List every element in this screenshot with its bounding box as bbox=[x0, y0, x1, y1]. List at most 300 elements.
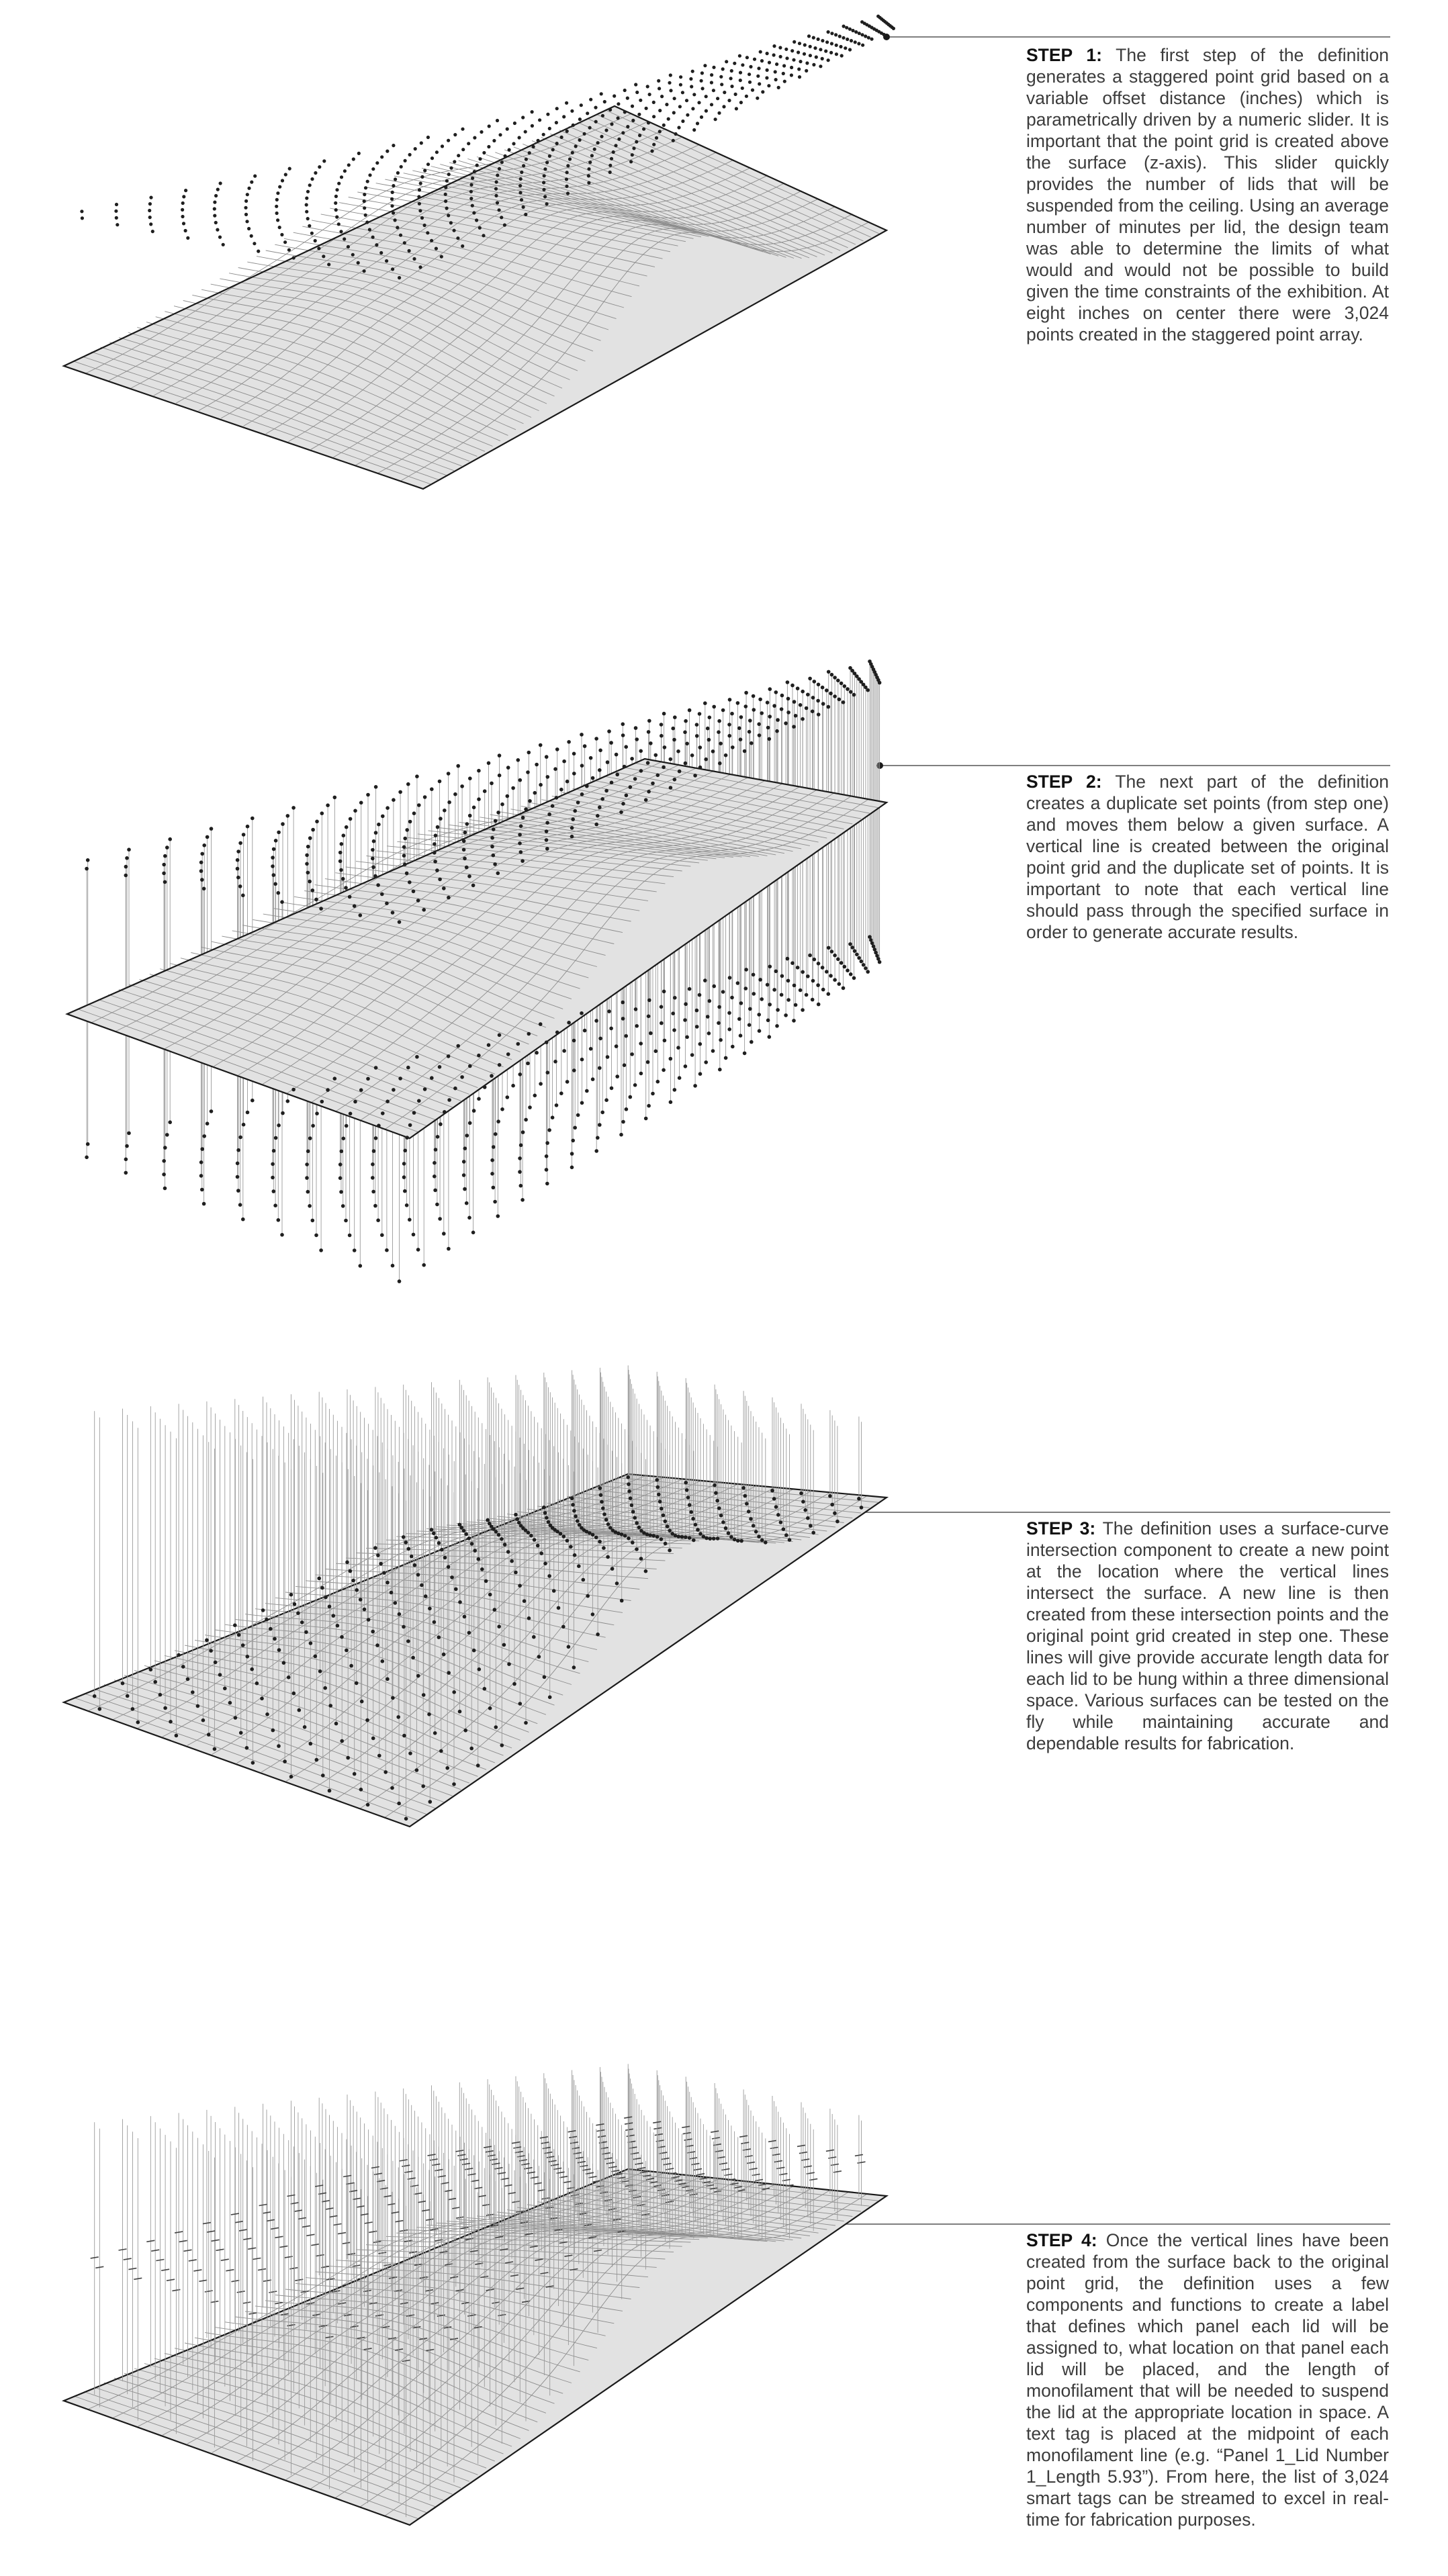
grid-point bbox=[271, 1162, 275, 1166]
grid-point bbox=[280, 1233, 284, 1237]
grid-point bbox=[772, 1497, 776, 1501]
grid-point bbox=[587, 181, 590, 185]
smart-tag bbox=[242, 2302, 251, 2303]
grid-point bbox=[271, 864, 275, 868]
grid-point bbox=[478, 226, 482, 230]
grid-point bbox=[658, 130, 662, 133]
grid-point bbox=[275, 198, 279, 201]
grid-point bbox=[272, 873, 276, 877]
grid-point bbox=[480, 1567, 484, 1571]
grid-point bbox=[322, 255, 325, 258]
grid-point bbox=[213, 214, 216, 218]
grid-point bbox=[780, 993, 784, 997]
grid-point bbox=[741, 87, 744, 90]
grid-point bbox=[420, 175, 424, 179]
grid-point bbox=[408, 1218, 412, 1222]
grid-point bbox=[439, 1749, 443, 1753]
grid-point bbox=[543, 195, 547, 198]
grid-point bbox=[391, 911, 395, 915]
grid-point bbox=[766, 983, 770, 987]
smart-tag bbox=[602, 2153, 610, 2154]
grid-point bbox=[633, 777, 637, 781]
grid-point bbox=[440, 255, 443, 259]
grid-point bbox=[371, 1630, 375, 1634]
grid-point bbox=[456, 1044, 460, 1048]
grid-point bbox=[430, 239, 433, 242]
grid-point bbox=[332, 1614, 336, 1618]
grid-point bbox=[323, 1686, 327, 1690]
grid-point bbox=[371, 1737, 375, 1741]
grid-point bbox=[438, 780, 442, 784]
grid-point bbox=[717, 1021, 721, 1025]
grid-point bbox=[218, 1673, 222, 1677]
grid-point bbox=[470, 1542, 474, 1546]
grid-point bbox=[705, 95, 708, 98]
grid-point bbox=[840, 54, 844, 57]
grid-point bbox=[245, 1746, 249, 1750]
smart-tag bbox=[559, 2176, 568, 2178]
grid-point bbox=[580, 792, 584, 796]
grid-point bbox=[518, 184, 522, 187]
grid-point bbox=[245, 220, 248, 223]
grid-point bbox=[783, 80, 786, 83]
grid-point bbox=[744, 968, 748, 972]
grid-point bbox=[412, 811, 416, 815]
smart-tag bbox=[661, 2158, 669, 2160]
grid-point bbox=[277, 1648, 281, 1652]
grid-point bbox=[842, 25, 846, 28]
grid-point bbox=[298, 1708, 302, 1712]
grid-point bbox=[461, 244, 464, 248]
smart-tag bbox=[858, 2162, 866, 2163]
smart-tag bbox=[461, 2227, 469, 2229]
grid-point bbox=[484, 1579, 488, 1583]
grid-point bbox=[634, 1007, 638, 1011]
grid-point bbox=[273, 1203, 277, 1207]
grid-point bbox=[712, 1536, 716, 1540]
grid-point bbox=[546, 1070, 550, 1074]
grid-point bbox=[115, 216, 118, 220]
grid-point bbox=[251, 1099, 255, 1103]
grid-point bbox=[498, 774, 502, 778]
grid-point bbox=[334, 208, 338, 212]
grid-point bbox=[159, 1693, 163, 1697]
grid-point bbox=[585, 1089, 589, 1093]
grid-point bbox=[392, 798, 396, 802]
grid-point bbox=[498, 753, 502, 757]
smart-tag bbox=[541, 2142, 549, 2144]
smart-tag bbox=[91, 2257, 99, 2258]
grid-point bbox=[572, 124, 575, 127]
grid-point bbox=[319, 907, 323, 911]
grid-point bbox=[794, 714, 798, 718]
grid-point bbox=[830, 673, 834, 677]
grid-point bbox=[202, 1134, 206, 1138]
smart-tag bbox=[263, 2212, 271, 2213]
grid-point bbox=[244, 206, 247, 210]
grid-point bbox=[433, 851, 437, 855]
grid-point bbox=[404, 1540, 408, 1545]
grid-point bbox=[647, 719, 651, 723]
grid-point bbox=[576, 1519, 580, 1523]
grid-point bbox=[219, 181, 222, 185]
grid-point bbox=[588, 160, 592, 164]
smart-tag bbox=[682, 2126, 690, 2127]
grid-point bbox=[324, 1596, 328, 1600]
grid-point bbox=[799, 703, 803, 707]
grid-point bbox=[752, 992, 756, 996]
grid-point bbox=[498, 133, 502, 136]
grid-point bbox=[433, 1161, 437, 1165]
grid-point bbox=[463, 857, 467, 861]
grid-point bbox=[811, 998, 815, 1002]
grid-point bbox=[200, 1188, 204, 1192]
grid-point bbox=[596, 1632, 600, 1637]
smart-tag bbox=[418, 2201, 426, 2203]
grid-point bbox=[462, 839, 466, 843]
grid-point bbox=[524, 1721, 528, 1725]
grid-point bbox=[644, 1569, 648, 1573]
grid-point bbox=[418, 265, 422, 269]
grid-point bbox=[572, 1068, 576, 1072]
grid-point bbox=[199, 1174, 203, 1178]
grid-point bbox=[545, 755, 549, 759]
grid-point bbox=[116, 223, 119, 226]
grid-point bbox=[206, 835, 210, 839]
grid-point bbox=[465, 822, 469, 826]
grid-point bbox=[392, 144, 395, 147]
grid-point bbox=[400, 165, 403, 169]
grid-point bbox=[315, 1758, 319, 1762]
grid-point bbox=[417, 803, 421, 807]
grid-point bbox=[308, 183, 312, 187]
smart-tag bbox=[380, 2188, 388, 2189]
grid-point bbox=[371, 236, 375, 239]
grid-point bbox=[578, 138, 582, 142]
grid-point bbox=[786, 680, 790, 684]
grid-point bbox=[835, 1520, 840, 1524]
grid-point bbox=[835, 52, 838, 56]
grid-point bbox=[743, 1494, 748, 1498]
grid-point bbox=[452, 1690, 456, 1694]
grid-point bbox=[371, 857, 375, 861]
grid-point bbox=[492, 1145, 496, 1149]
grid-point bbox=[390, 1786, 394, 1790]
grid-point bbox=[660, 1507, 664, 1511]
grid-point bbox=[433, 860, 437, 864]
grid-point bbox=[403, 1189, 407, 1193]
smart-tag bbox=[715, 2150, 723, 2152]
grid-point bbox=[306, 845, 310, 849]
grid-point bbox=[522, 164, 525, 167]
grid-point bbox=[349, 1664, 353, 1668]
grid-point bbox=[559, 788, 563, 792]
grid-point bbox=[573, 1553, 577, 1557]
grid-point bbox=[610, 122, 613, 126]
smart-tag bbox=[167, 2279, 175, 2281]
grid-point bbox=[471, 204, 474, 208]
grid-point bbox=[752, 694, 756, 698]
grid-point bbox=[660, 95, 664, 98]
grid-point bbox=[460, 1075, 464, 1079]
grid-point bbox=[124, 1158, 128, 1162]
grid-point bbox=[593, 148, 596, 151]
grid-point bbox=[679, 75, 682, 79]
grid-point bbox=[630, 757, 634, 761]
grid-point bbox=[627, 1482, 631, 1486]
grid-point bbox=[280, 233, 283, 236]
grid-point bbox=[468, 814, 472, 818]
grid-point bbox=[115, 203, 118, 206]
grid-point bbox=[813, 680, 817, 684]
grid-point bbox=[85, 1156, 89, 1160]
grid-point bbox=[366, 1803, 370, 1807]
grid-point bbox=[93, 1694, 97, 1698]
grid-point bbox=[344, 886, 348, 890]
grid-point bbox=[608, 1526, 613, 1530]
grid-point bbox=[519, 1144, 523, 1148]
grid-point bbox=[673, 715, 677, 719]
grid-point bbox=[543, 1675, 547, 1680]
grid-point bbox=[311, 828, 315, 832]
grid-point bbox=[304, 1630, 308, 1635]
grid-point bbox=[475, 218, 478, 222]
grid-point bbox=[573, 1126, 577, 1130]
grid-point bbox=[300, 1620, 304, 1624]
grid-point bbox=[664, 1520, 668, 1524]
grid-point bbox=[633, 1083, 637, 1087]
grid-point bbox=[127, 847, 131, 852]
grid-point bbox=[420, 141, 423, 144]
grid-point bbox=[798, 75, 801, 79]
grid-point bbox=[621, 1001, 625, 1005]
grid-point bbox=[711, 1049, 715, 1053]
grid-point bbox=[539, 1551, 543, 1555]
grid-point bbox=[739, 71, 742, 75]
grid-point bbox=[372, 1149, 376, 1153]
grid-point bbox=[390, 1591, 394, 1595]
grid-point bbox=[833, 978, 837, 982]
grid-point bbox=[210, 827, 214, 831]
surface bbox=[67, 759, 887, 1138]
grid-point bbox=[620, 1599, 624, 1603]
grid-point bbox=[635, 1521, 639, 1525]
grid-point bbox=[380, 1233, 384, 1237]
grid-point bbox=[423, 1087, 427, 1091]
grid-point bbox=[626, 97, 629, 100]
smart-tag bbox=[455, 2150, 463, 2152]
grid-point bbox=[803, 43, 807, 46]
grid-point bbox=[375, 1643, 379, 1647]
grid-point bbox=[594, 120, 598, 124]
grid-point bbox=[621, 723, 625, 727]
grid-point bbox=[688, 1536, 692, 1540]
grid-point bbox=[821, 988, 825, 992]
grid-point bbox=[634, 726, 638, 730]
grid-point bbox=[271, 1729, 275, 1733]
grid-point bbox=[340, 175, 343, 179]
grid-point bbox=[402, 1535, 406, 1539]
grid-point bbox=[269, 1627, 273, 1631]
grid-point bbox=[784, 48, 788, 51]
grid-point bbox=[447, 173, 451, 176]
grid-point bbox=[163, 880, 167, 884]
smart-tag bbox=[568, 2131, 576, 2132]
grid-point bbox=[477, 1097, 481, 1101]
grid-point bbox=[821, 702, 825, 706]
grid-point bbox=[527, 1616, 531, 1620]
grid-point bbox=[391, 1696, 395, 1700]
smart-tag bbox=[741, 2142, 749, 2144]
grid-point bbox=[565, 1080, 570, 1084]
grid-point bbox=[281, 179, 284, 182]
grid-point bbox=[483, 789, 487, 793]
grid-point bbox=[580, 1101, 584, 1105]
smart-tag bbox=[161, 2269, 169, 2270]
grid-point bbox=[506, 1550, 510, 1554]
grid-point bbox=[758, 733, 762, 737]
grid-point bbox=[591, 1612, 595, 1616]
grid-point bbox=[482, 151, 486, 154]
grid-point bbox=[418, 188, 421, 191]
grid-point bbox=[286, 1099, 290, 1103]
grid-point bbox=[524, 213, 527, 216]
grid-point bbox=[854, 30, 858, 34]
grid-point bbox=[673, 97, 676, 100]
grid-point bbox=[557, 1606, 561, 1610]
grid-point bbox=[655, 136, 658, 140]
grid-point bbox=[516, 758, 521, 762]
smart-tag bbox=[490, 2159, 498, 2160]
grid-point bbox=[533, 791, 537, 795]
grid-point bbox=[619, 811, 623, 815]
grid-point bbox=[315, 820, 319, 824]
smart-tag bbox=[243, 2238, 251, 2240]
grid-point bbox=[706, 1015, 710, 1019]
grid-point bbox=[472, 1109, 476, 1113]
smart-tag bbox=[486, 2214, 494, 2215]
grid-point bbox=[637, 1526, 641, 1530]
grid-point bbox=[735, 107, 738, 110]
grid-point bbox=[239, 1731, 243, 1735]
smart-tag bbox=[237, 2291, 245, 2293]
grid-point bbox=[271, 1176, 275, 1180]
grid-point bbox=[615, 773, 619, 777]
grid-point bbox=[583, 132, 586, 136]
grid-point bbox=[567, 1021, 571, 1025]
grid-point bbox=[707, 1031, 711, 1036]
grid-point bbox=[745, 95, 748, 98]
grid-point bbox=[287, 1675, 291, 1680]
grid-point bbox=[862, 963, 866, 967]
smart-tag bbox=[484, 2146, 492, 2148]
grid-point bbox=[439, 817, 443, 821]
grid-point bbox=[567, 1645, 571, 1649]
grid-point bbox=[500, 216, 503, 219]
grid-point bbox=[766, 52, 769, 55]
grid-point bbox=[630, 1504, 634, 1508]
grid-point bbox=[842, 700, 846, 704]
grid-point bbox=[566, 164, 570, 167]
grid-point bbox=[849, 972, 853, 976]
grid-point bbox=[202, 887, 206, 891]
grid-point bbox=[222, 243, 225, 246]
grid-point bbox=[373, 874, 377, 878]
smart-tag bbox=[460, 2159, 468, 2160]
smart-tag bbox=[179, 2240, 187, 2242]
smart-tag bbox=[263, 2280, 271, 2281]
grid-point bbox=[163, 1187, 167, 1191]
grid-point bbox=[655, 1478, 659, 1482]
grid-point bbox=[717, 1005, 721, 1009]
grid-point bbox=[539, 1022, 543, 1026]
smart-tag bbox=[687, 2152, 695, 2153]
grid-point bbox=[624, 745, 628, 749]
grid-point bbox=[364, 186, 367, 189]
grid-point bbox=[363, 206, 366, 210]
grid-point bbox=[700, 116, 703, 119]
grid-point bbox=[223, 1687, 227, 1691]
grid-point bbox=[386, 1581, 390, 1585]
grid-point bbox=[359, 1788, 363, 1792]
grid-point bbox=[336, 1624, 340, 1628]
grid-point bbox=[532, 1635, 536, 1639]
grid-point bbox=[663, 745, 667, 749]
grid-point bbox=[518, 1170, 522, 1174]
grid-point bbox=[502, 1643, 506, 1647]
grid-point bbox=[548, 154, 551, 158]
grid-point bbox=[405, 828, 409, 832]
grid-point bbox=[665, 103, 668, 106]
grid-point bbox=[696, 1528, 700, 1532]
grid-point bbox=[852, 693, 856, 697]
grid-point bbox=[398, 920, 402, 924]
grid-point bbox=[821, 966, 825, 970]
grid-point bbox=[766, 700, 770, 704]
grid-point bbox=[603, 100, 606, 103]
grid-point bbox=[181, 1665, 185, 1669]
grid-point bbox=[246, 1111, 250, 1115]
grid-point bbox=[666, 1524, 670, 1528]
grid-point bbox=[606, 1522, 610, 1526]
grid-point bbox=[205, 1639, 209, 1643]
grid-point bbox=[752, 973, 756, 977]
grid-point bbox=[434, 1148, 438, 1152]
grid-point bbox=[546, 113, 549, 116]
step2-diagram bbox=[0, 645, 1034, 1316]
grid-point bbox=[686, 113, 689, 117]
grid-point bbox=[798, 42, 801, 45]
grid-point bbox=[496, 119, 499, 122]
smart-tag bbox=[430, 2229, 438, 2230]
grid-point bbox=[399, 234, 402, 237]
grid-point bbox=[518, 136, 521, 139]
grid-point bbox=[305, 1176, 309, 1180]
grid-point bbox=[182, 195, 185, 198]
grid-point bbox=[257, 250, 260, 253]
grid-point bbox=[861, 44, 864, 47]
step1-text: The first step of the definition generates a staggered point grid based on a variable offset distance (inches) which is parametrically driven by a numeric slider. It is important that the point grid is created above the surface (z-axis). This slider quickly provides the number of lids that will be suspended from the ceiling. Using an average number of minutes per lid, the design team was able to determine the limits of what would and would not be possible to build given the time constraints of the exhibition. At eight inches on center there were 3,024 points created in the staggered point array. bbox=[1026, 45, 1389, 344]
grid-point bbox=[542, 188, 545, 191]
grid-point bbox=[80, 210, 83, 213]
grid-point bbox=[465, 1134, 469, 1138]
grid-point bbox=[615, 1044, 619, 1048]
grid-point bbox=[496, 1119, 500, 1123]
grid-point bbox=[406, 1066, 410, 1070]
grid-point bbox=[405, 872, 409, 876]
grid-point bbox=[673, 778, 677, 782]
grid-point bbox=[277, 831, 281, 835]
